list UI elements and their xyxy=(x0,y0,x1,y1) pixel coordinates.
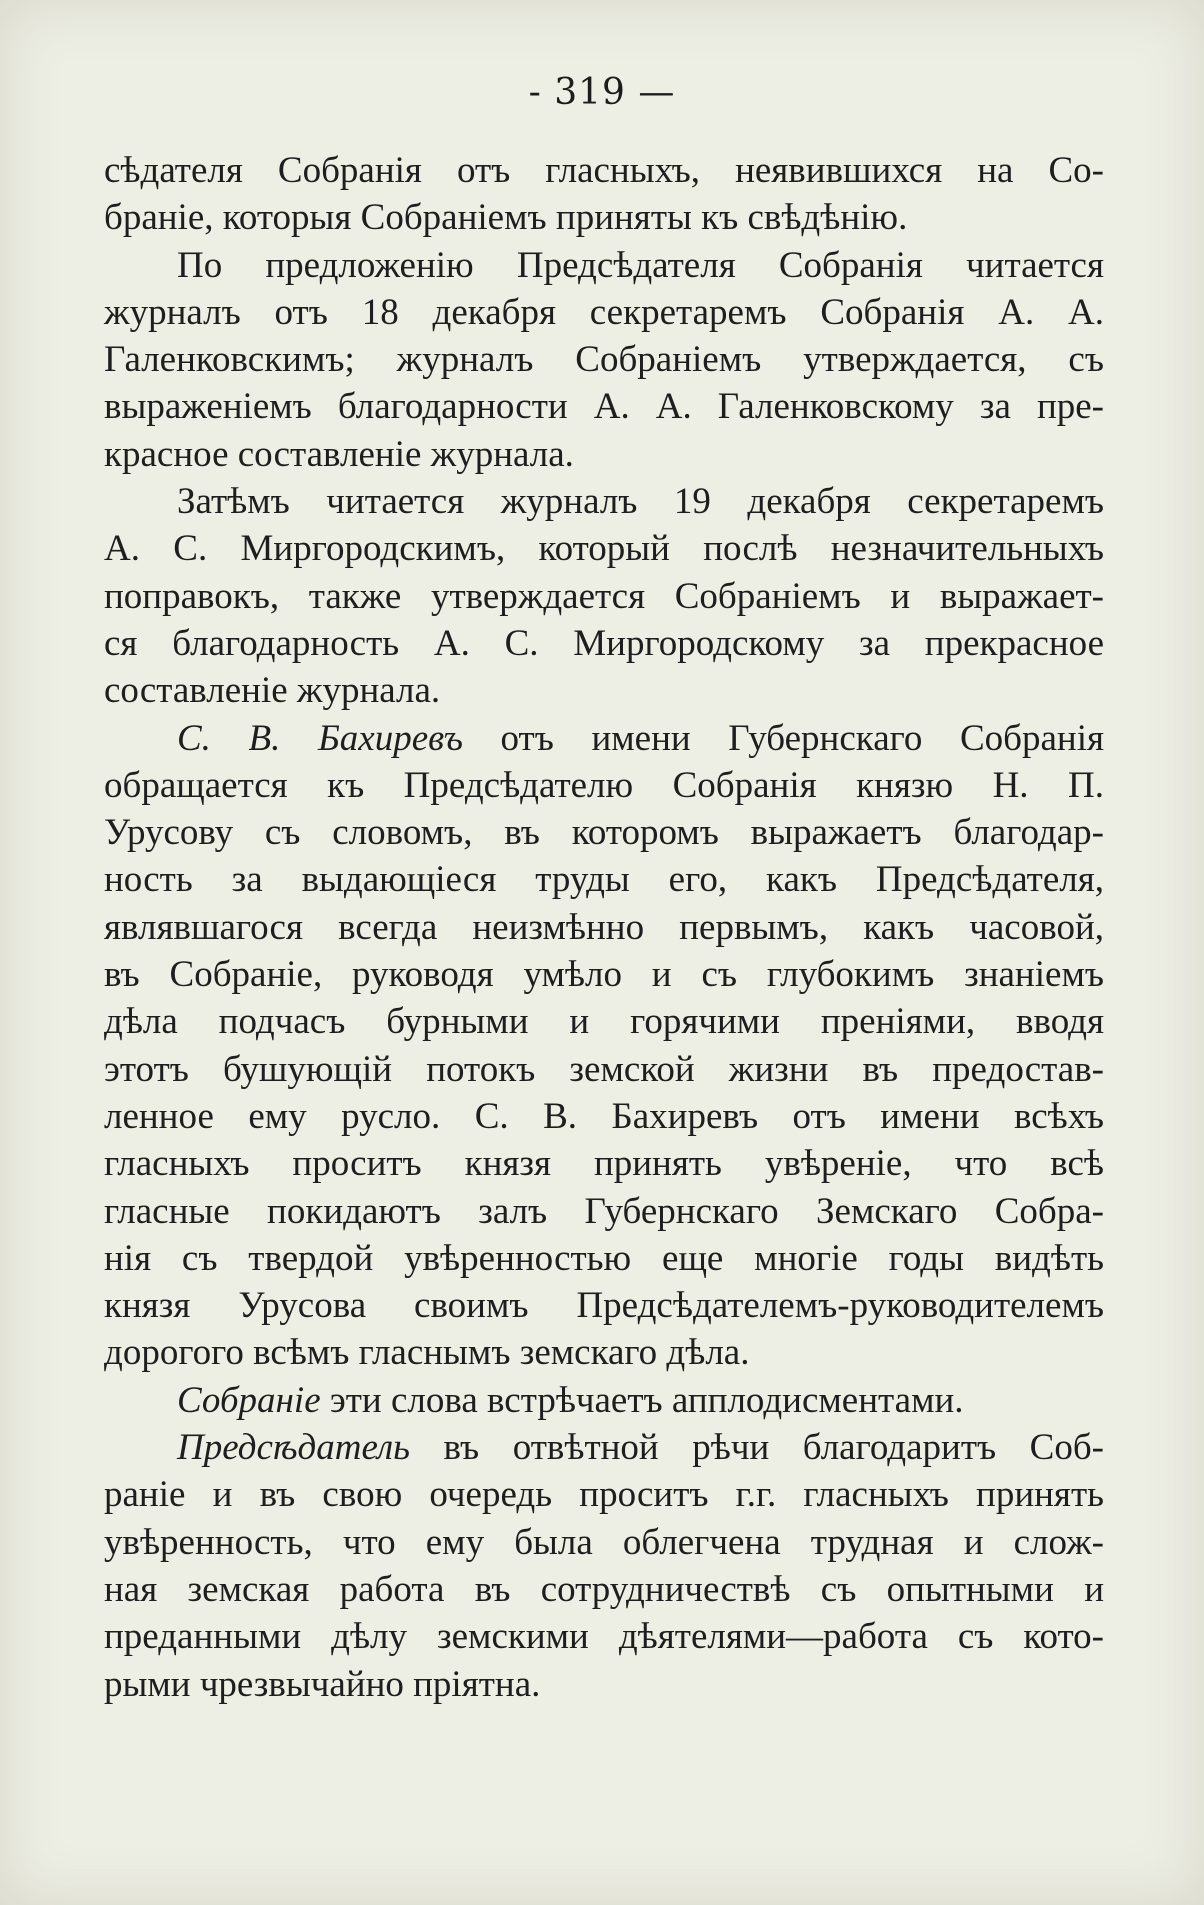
text-line: журналъ отъ 18 декабря секретаремъ Собранія А. А. xyxy=(104,291,1104,333)
text-line: ленное ему русло. С. В. Бахиревъ отъ имени всѣхъ xyxy=(104,1095,1104,1137)
text-line: нія съ твердой увѣренностью еще многіе годы видѣть xyxy=(104,1237,1104,1279)
body-text xyxy=(104,147,1104,1708)
text-line: этотъ бушующій потокъ земской жизни въ предостав- xyxy=(104,1048,1104,1090)
text-line: Урусову съ словомъ, въ которомъ выражаетъ благодар- xyxy=(104,812,1104,854)
text-line: Галенковскимъ; журналъ Собраніемъ утверждается, съ xyxy=(104,339,1104,381)
text-line xyxy=(104,1377,1104,1424)
text-line: раніе и въ свою очередь проситъ г.г. гласныхъ принять xyxy=(104,1474,1104,1516)
speaker-name: С. В. Бахиревъ xyxy=(177,717,463,759)
speaker-name: Предсѣдатель xyxy=(177,1427,410,1469)
speaker-name: Собраніе xyxy=(177,1379,321,1421)
text-line: являвшагося всегда неизмѣнно первымъ, какъ часовой, xyxy=(104,906,1104,948)
text-line: сѣдателя Собранія отъ гласныхъ, неявившихся на Со- xyxy=(104,150,1104,191)
text-line: преданными дѣлу земскими дѣятелями—работа съ кото- xyxy=(104,1616,1104,1658)
text-line-rest: въ отвѣтной рѣчи благодаритъ Соб- xyxy=(409,1427,1104,1469)
page-number: - 319 — xyxy=(528,72,676,113)
text-line: По предложенію Предсѣдателя Собранія читается xyxy=(177,244,1104,286)
text-line: ная земская работа въ сотрудничествѣ съ опытными и xyxy=(104,1568,1104,1610)
text-line: ся благодарность А. С. Миргородскому за прекрасное xyxy=(104,622,1104,664)
text-line: гласныхъ проситъ князя принять увѣреніе, что всѣ xyxy=(104,1143,1104,1185)
text-line xyxy=(104,715,1104,762)
text-line: выраженіемъ благодарности А. А. Галенковскому за пре- xyxy=(104,386,1104,428)
text-line: ность за выдающіеся труды его, какъ Предсѣдателя, xyxy=(104,859,1104,901)
text-line-rest: отъ имени Губернскаго Собранія xyxy=(462,717,1104,759)
text-line: составленіе журнала. xyxy=(104,670,441,712)
text-line: въ Собраніе, руководя умѣло и съ глубокимъ знаніемъ xyxy=(104,954,1104,996)
text-line-rest: эти слова встрѣчаетъ апплодисментами. xyxy=(320,1379,964,1421)
text-line: красное составленіе журнала. xyxy=(104,433,574,475)
text-line: обращается къ Предсѣдателю Собранія князю Н. П. xyxy=(104,764,1104,806)
text-line: браніе, которыя Собраніемъ приняты къ свѣдѣнію. xyxy=(104,197,908,239)
text-line: Затѣмъ читается журналъ 19 декабря секретаремъ xyxy=(177,481,1104,523)
text-line: дорогого всѣмъ гласнымъ земскаго дѣла. xyxy=(104,1332,750,1374)
text-line xyxy=(104,1424,1104,1471)
text-line: дѣла подчасъ бурными и горячими преніями, вводя xyxy=(104,1001,1104,1043)
text-line: гласные покидаютъ залъ Губернскаго Земскаго Собра- xyxy=(104,1190,1104,1232)
text-line: поправокъ, также утверждается Собраніемъ и выражает- xyxy=(104,575,1104,617)
text-line: князя Урусова своимъ Предсѣдателемъ-руководителемъ xyxy=(104,1285,1104,1327)
text-line: рыми чрезвычайно пріятна. xyxy=(104,1663,541,1705)
text-line: А. С. Миргородскимъ, который послѣ незначительныхъ xyxy=(104,528,1104,570)
text-line: увѣренность, что ему была облегчена трудная и слож- xyxy=(104,1521,1104,1563)
